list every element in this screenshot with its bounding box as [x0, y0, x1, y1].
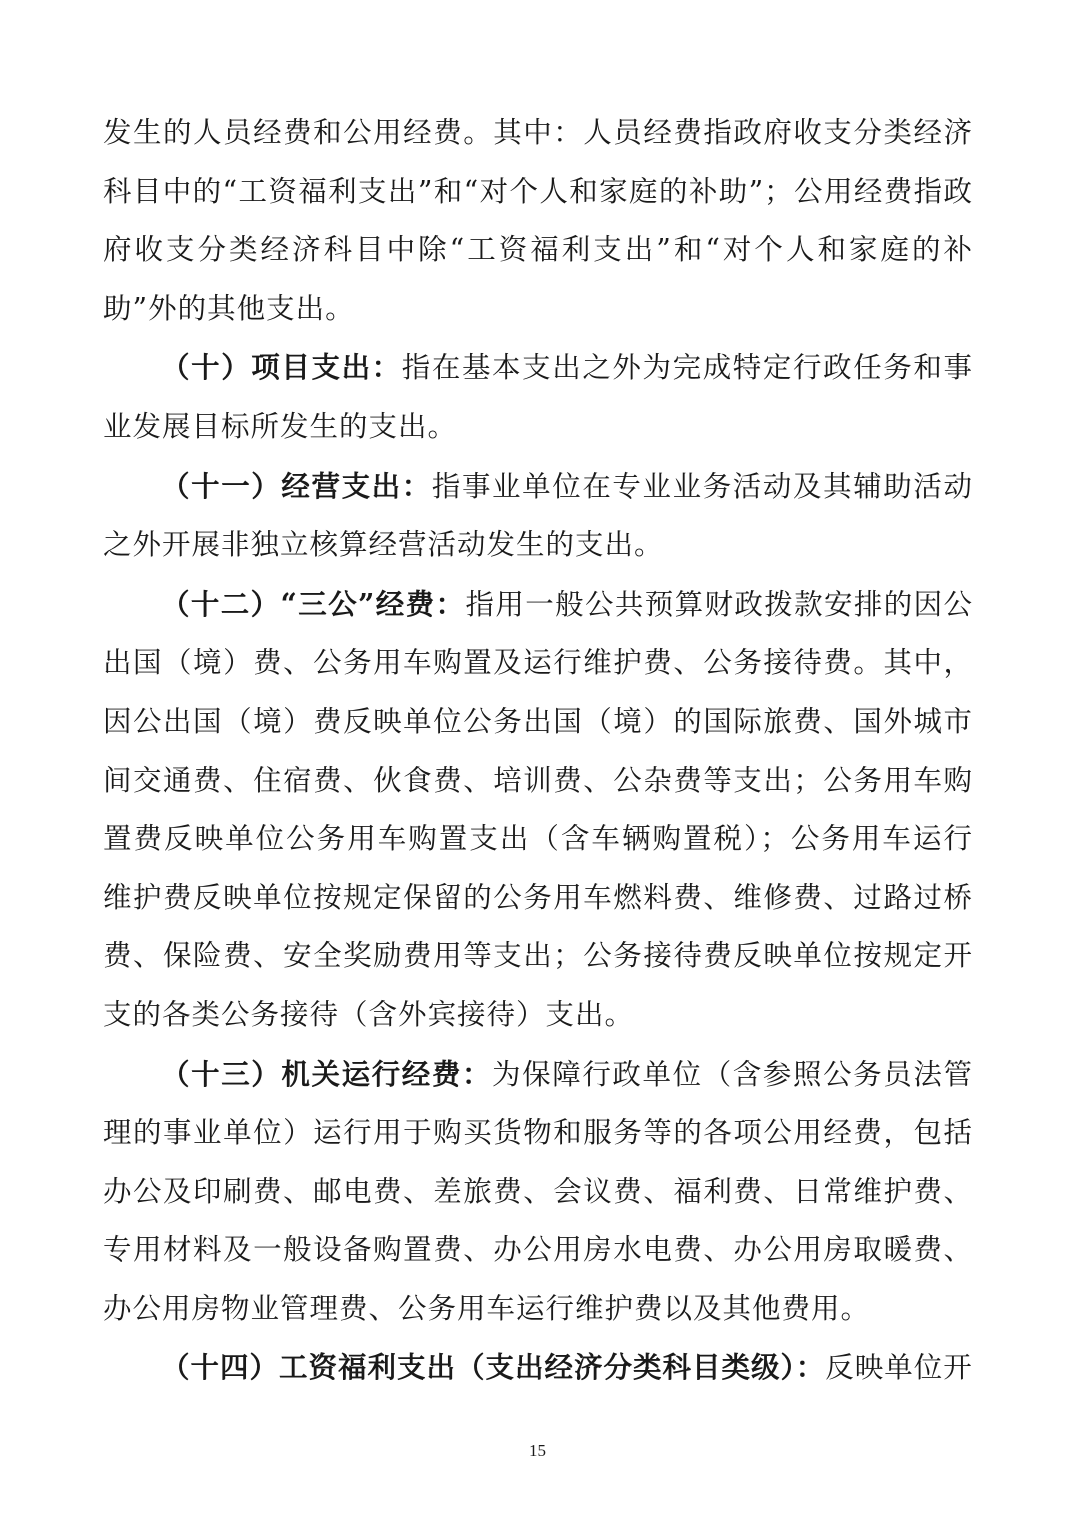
paragraph-heading: （十）项目支出：	[161, 350, 402, 385]
page-number: 15	[529, 1441, 546, 1460]
paragraph-text: 指在基本支出之外为完成特定行政任务和事业发展目标所发生的支出。	[103, 351, 973, 443]
paragraph-continuation	[103, 104, 973, 338]
paragraph-text: 反映单位开	[825, 1351, 973, 1385]
paragraph-text: 指用一般公共预算财政拨款安排的因公出国（境）费、公务用车购置及运行维护费、公务接待费。其中，因公出国（境）费反映单位公务出国（境）的国际旅费、国外城市间交通费、住宿费、伙食费、培训费、公杂费等支出；公务用车购置费反映单位公务用车购置支出（含车辆购置税）；公务用车运行维护费反映单位按规定保留的公务用车燃料费、维修费、过路过桥费、保险费、安全奖励费用等支出；公务接待费反映单位按规定开支的各类公务接待（含外宾接待）支出。	[103, 587, 973, 1031]
paragraph-heading: （十四）工资福利支出（支出经济分类科目类级）：	[161, 1350, 826, 1385]
paragraph-heading: （十三）机关运行经费：	[161, 1056, 493, 1091]
paragraph-text: 指事业单位在专业业务活动及其辅助活动之外开展非独立核算经营活动发生的支出。	[103, 469, 973, 562]
paragraph-text: 发生的人员经费和公用经费。其中：人员经费指政府收支分类经济科目中的“工资福利支出”和“对个人和家庭的补助”；公用经费指政府收支分类经济科目中除“工资福利支出”和“对个人和家庭的补助”外的其他支出。	[103, 116, 973, 325]
paragraph-project-expenditure	[103, 338, 973, 456]
paragraph-agency-operating-funds	[103, 1045, 973, 1339]
paragraph-heading: （十二）“三公”经费：	[161, 586, 466, 621]
paragraph-heading: （十一）经营支出：	[161, 468, 432, 503]
paragraph-text: 为保障行政单位（含参照公务员法管理的事业单位）运行用于购买货物和服务等的各项公用经费，包括办公及印刷费、邮电费、差旅费、会议费、福利费、日常维护费、专用材料及一般设备购置费、办公用房水电费、办公用房取暖费、办公用房物业管理费、公务用车运行维护费以及其他费用。	[103, 1057, 973, 1325]
paragraph-operating-expenditure	[103, 457, 973, 575]
paragraph-three-public-expenses	[103, 575, 973, 1045]
paragraph-wages-welfare	[103, 1338, 973, 1398]
document-body	[103, 104, 973, 1398]
